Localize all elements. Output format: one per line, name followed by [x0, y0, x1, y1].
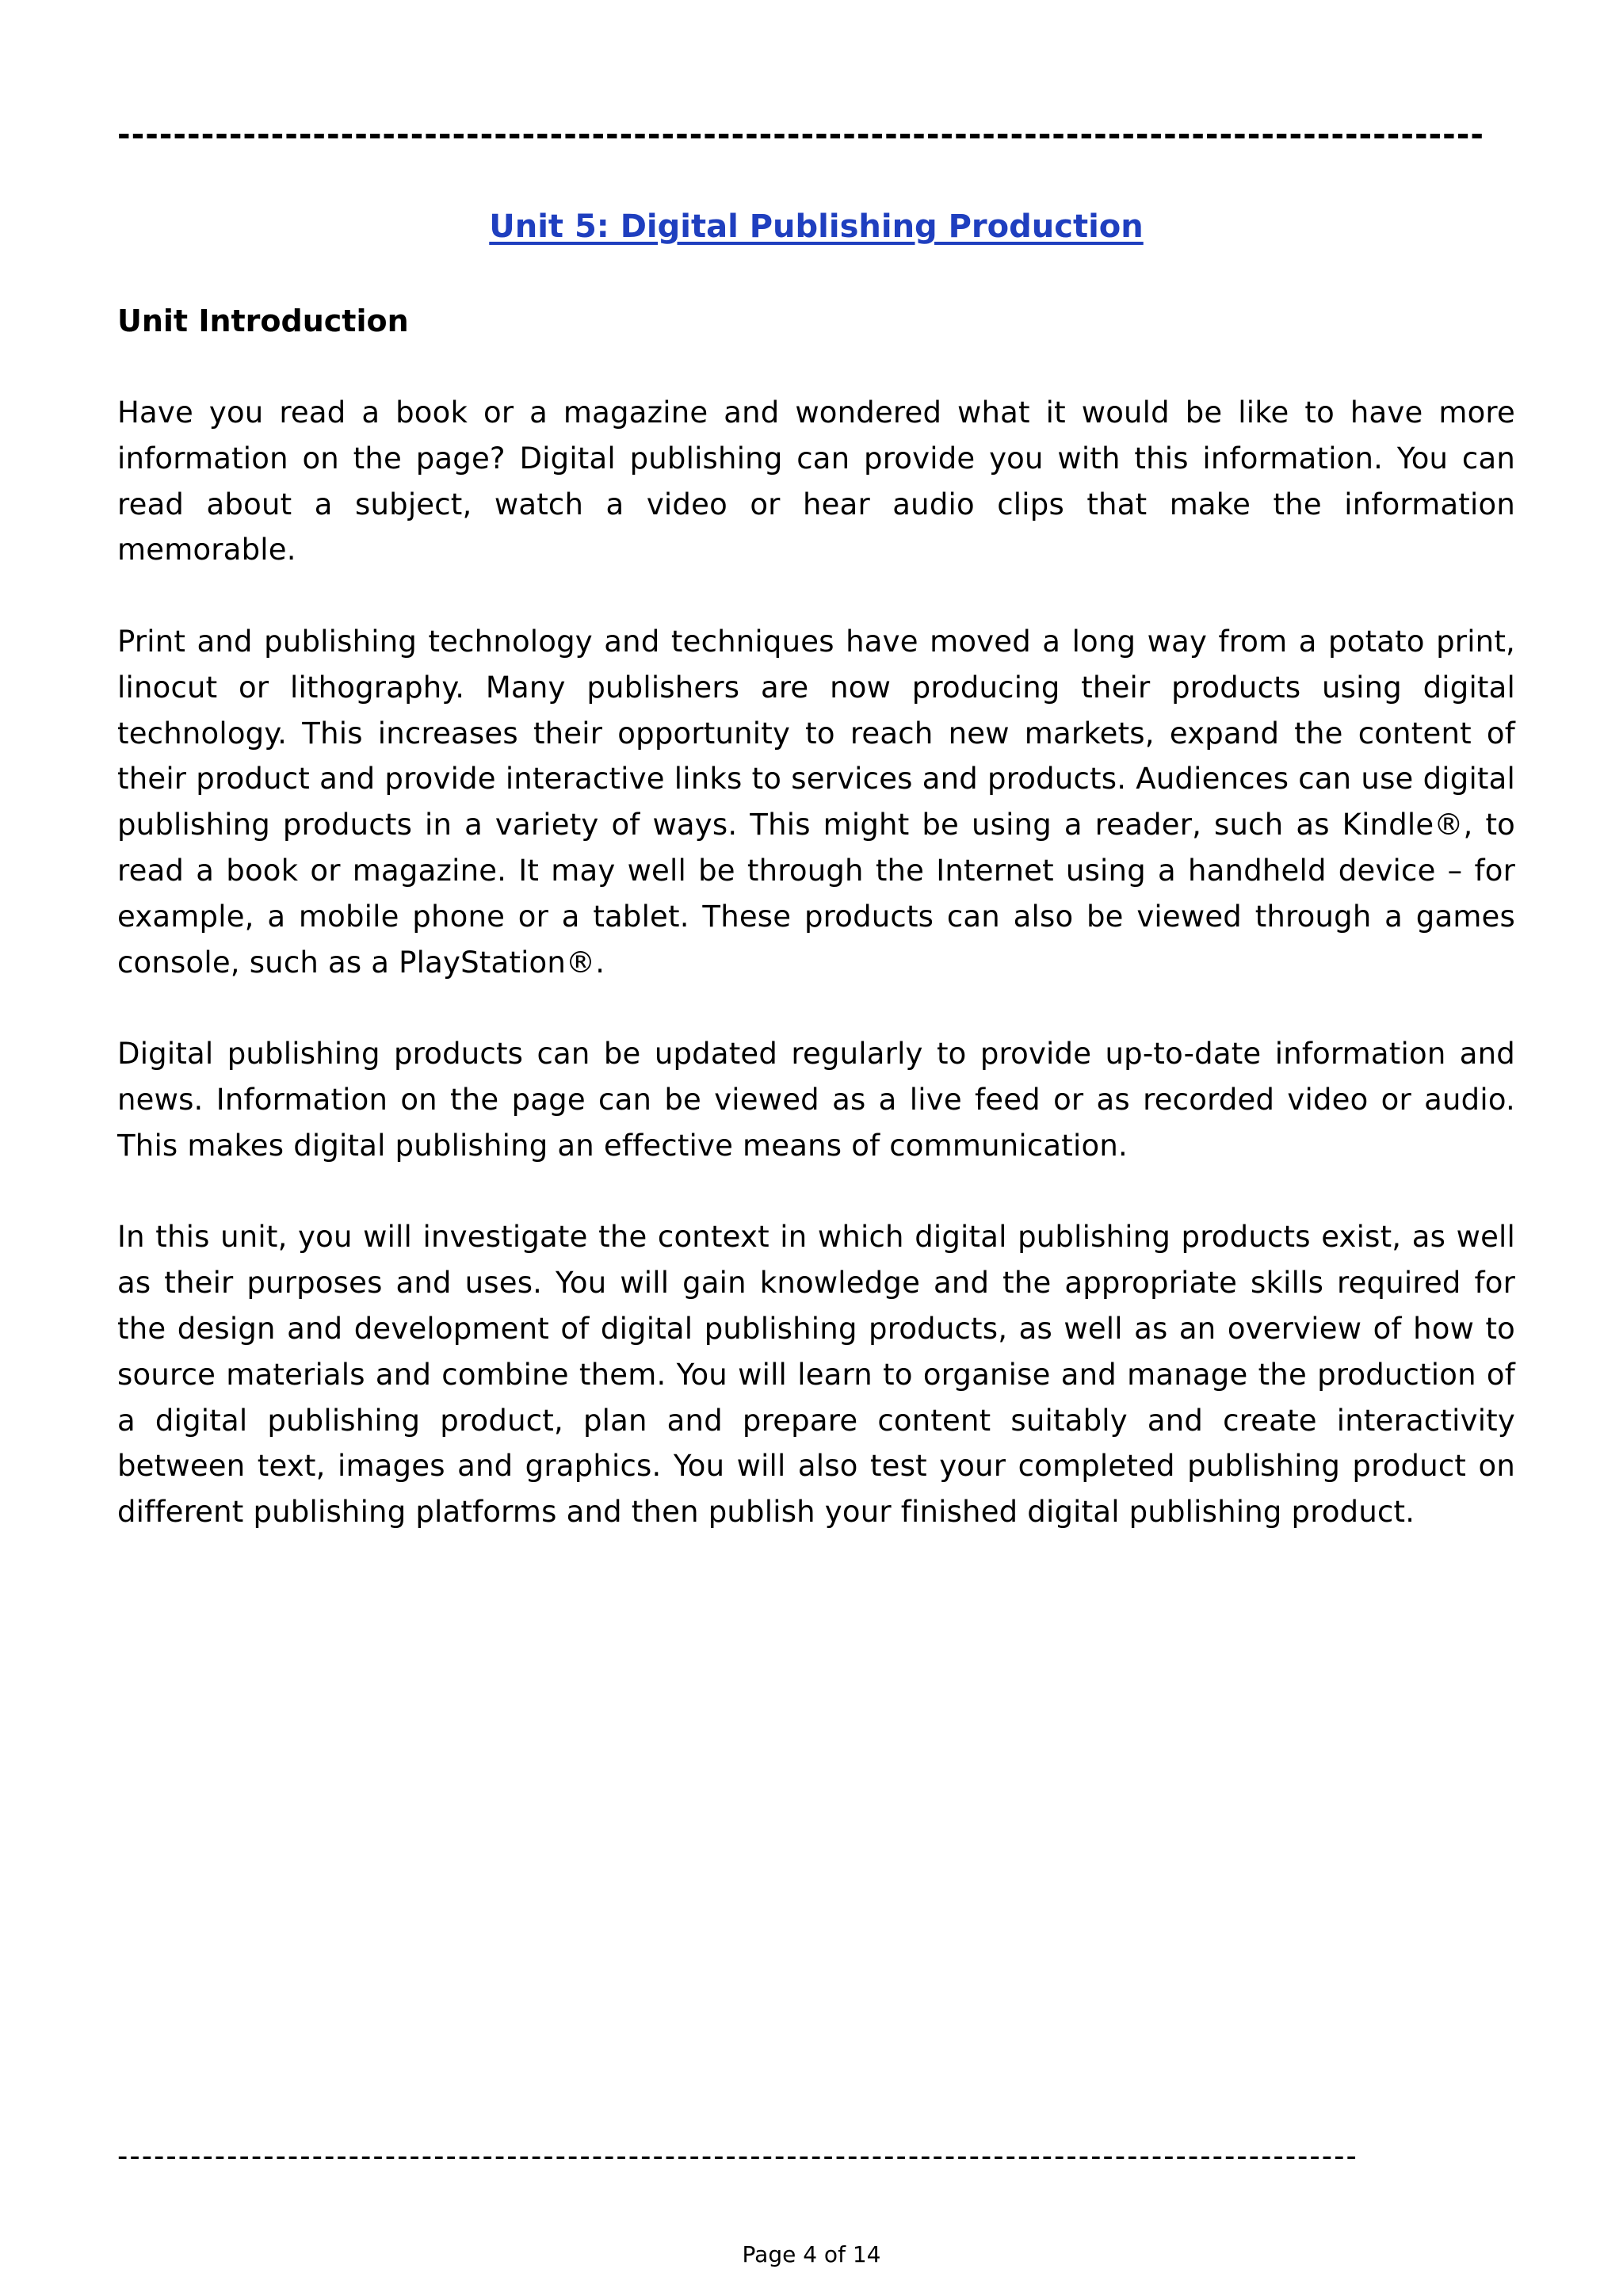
- paragraph-4: In this unit, you will investigate the context in which digital publishing products exist, as well as their purposes and uses. You will gain knowledge and the appropriate skills required for the design and development of digital publishing products, as well as an overview of how to source materials and combine them. You will learn to organise and manage the production of a digital publishing product, plan and prepare content suitably and create interactivity between text, images and graphics. You will also test your completed publishing product on different publishing platforms and then publish your finished digital publishing product.: [117, 1220, 1515, 1530]
- page-number: Page 4 of 14: [742, 2241, 881, 2267]
- unit-title-link[interactable]: Unit 5: Digital Publishing Production: [489, 208, 1144, 245]
- paragraph-1: Have you read a book or a magazine and wondered what it would be like to have more information on the page? Digital publishing can provide you with this information. You can read about a subject, watch a video or hear audio clips that make the information memorable.: [117, 395, 1515, 567]
- paragraph-2: Print and publishing technology and techniques have moved a long way from a potato print, linocut or lithography. Many publishers are now producing their products using digital technology. This increases their opportunity to reach new markets, expand the content of their product and provide interactive links to services and products. Audiences can use digital publishing products in a variety of ways. This might be using a reader, such as Kindle®, to read a book or magazine. It may well be through the Internet using a handheld device – for example, a mobile phone or a tablet. These products can also be viewed through a games console, such as a PlayStation®.: [117, 624, 1515, 980]
- bottom-divider: ------------------------------------------------------------------------------------------------------: [117, 2141, 1358, 2171]
- top-divider: --------------------------------------------------------------------------------------------------: [117, 119, 1484, 151]
- body-text: [117, 390, 1515, 1581]
- paragraph-3: Digital publishing products can be updated regularly to provide up-to-date information and news. Information on the page can be viewed as a live feed or as recorded video or audio. This makes digital publishing an effective means of communication.: [117, 1037, 1515, 1163]
- section-heading: Unit Introduction: [117, 304, 409, 338]
